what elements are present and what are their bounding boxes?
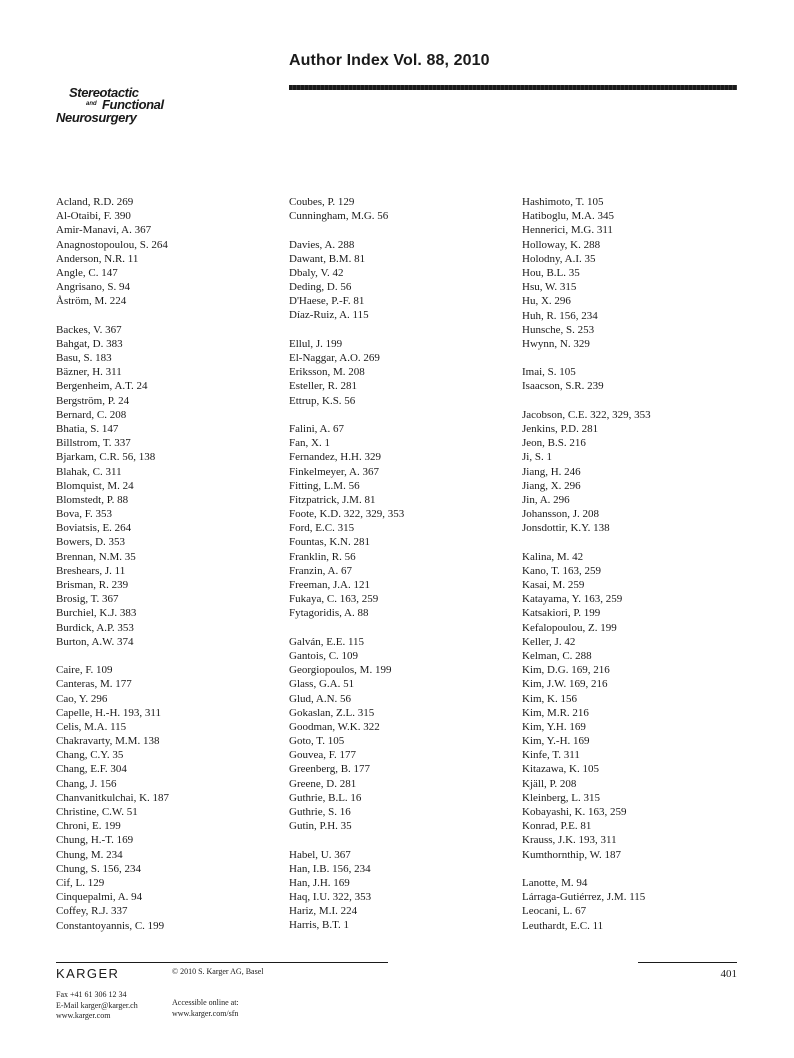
index-entry: Franklin, R. 56	[289, 550, 356, 563]
index-entry: Kim, M.R. 216	[522, 706, 589, 719]
index-entry: Kim, Y.H. 169	[522, 720, 586, 733]
index-entry: Bernard, C. 208	[56, 408, 127, 421]
index-entry: Blahak, C. 311	[56, 465, 122, 478]
index-entry: Christine, C.W. 51	[56, 806, 138, 819]
index-entry: Acland, R.D. 269	[56, 196, 134, 208]
email-address[interactable]: E-Mail karger@karger.ch	[56, 1000, 138, 1010]
index-entry: Cunningham, M.G. 56	[289, 210, 389, 223]
index-letter-group	[289, 337, 514, 408]
index-letter-group	[56, 195, 281, 309]
index-entry: Bjarkam, C.R. 56, 138	[56, 451, 156, 464]
index-entry: Katayama, Y. 163, 259	[522, 593, 623, 606]
index-entry: Anagnostopoulou, S. 264	[56, 238, 168, 251]
index-entry: Leocani, L. 67	[522, 905, 587, 918]
journal-logo-line-1: Stereotactic	[69, 85, 139, 100]
index-entry: Fitzpatrick, J.M. 81	[289, 493, 376, 506]
fax-number: Fax +41 61 306 12 34	[56, 990, 127, 999]
index-entry: Kefalopoulou, Z. 199	[522, 621, 617, 634]
index-entry: Dbaly, V. 42	[289, 266, 344, 279]
journal-logo	[56, 85, 171, 127]
index-entry: Constantoyannis, C. 199	[56, 919, 165, 932]
index-entry: Chakravarty, M.M. 138	[56, 735, 160, 748]
index-entry: Foote, K.D. 322, 329, 353	[289, 508, 405, 521]
index-entry: Greenberg, B. 177	[289, 763, 371, 776]
index-entry: Anderson, N.R. 11	[56, 252, 139, 265]
index-entry: Fytagoridis, A. 88	[289, 607, 369, 620]
index-entry: Bäzner, H. 311	[56, 366, 122, 379]
index-entry: Fountas, K.N. 281	[289, 536, 370, 549]
footer-rule-right	[638, 962, 737, 963]
index-letter-group	[56, 323, 281, 649]
index-entry: Kim, D.G. 169, 216	[522, 664, 610, 677]
index-entry: Kobayashi, K. 163, 259	[522, 806, 627, 819]
footer-rule-left	[56, 962, 388, 963]
index-entry: Gutin, P.H. 35	[289, 820, 352, 833]
index-entry: Al-Otaibi, F. 390	[56, 210, 131, 223]
index-entry: Cif, L. 129	[56, 876, 105, 889]
index-letter-group	[289, 635, 514, 834]
index-entry: Burdick, A.P. 353	[56, 621, 134, 634]
index-entry: Fernandez, H.H. 329	[289, 451, 381, 464]
index-entry: Hariz, M.I. 224	[289, 905, 358, 918]
index-entry: Chanvanitkulchai, K. 187	[56, 791, 170, 804]
index-entry: Kleinberg, L. 315	[522, 791, 601, 804]
index-entry: Bahgat, D. 383	[56, 337, 123, 350]
index-entry: Cao, Y. 296	[56, 692, 108, 705]
index-entry: Freeman, J.A. 121	[289, 579, 370, 592]
index-entry: Bhatia, S. 147	[56, 422, 119, 435]
index-entry: Davies, A. 288	[289, 238, 355, 251]
index-entry: Hatiboglu, M.A. 345	[522, 210, 614, 223]
index-entry: Backes, V. 367	[56, 323, 122, 336]
index-entry: Greene, D. 281	[289, 777, 357, 790]
page-number: 401	[720, 968, 737, 980]
index-entry: Cinquepalmi, A. 94	[56, 891, 143, 904]
index-entry: Kelman, C. 288	[522, 649, 592, 662]
index-entry: Kim, J.W. 169, 216	[522, 678, 608, 691]
index-entry: Kinfe, T. 311	[522, 749, 580, 762]
index-entry: Chung, S. 156, 234	[56, 862, 141, 875]
index-entry: Johansson, J. 208	[522, 508, 600, 521]
index-entry: Isaacson, S.R. 239	[522, 380, 604, 393]
index-entry: Brisman, R. 239	[56, 579, 129, 592]
index-entry: Gouvea, F. 177	[289, 749, 356, 762]
index-entry: Finkelmeyer, A. 367	[289, 465, 379, 478]
index-entry: Lanotte, M. 94	[522, 876, 588, 889]
index-entry: Bova, F. 353	[56, 508, 112, 521]
copyright-notice: © 2010 S. Karger AG, Basel	[172, 967, 264, 976]
index-entry: Canteras, M. 177	[56, 678, 132, 691]
index-entry: Hennerici, M.G. 311	[522, 224, 613, 237]
index-entry: Brennan, N.M. 35	[56, 550, 136, 563]
index-entry: Gokaslan, Z.L. 315	[289, 706, 375, 719]
index-entry: Bergström, P. 24	[56, 394, 130, 407]
index-entry: Holloway, K. 288	[522, 238, 601, 251]
index-entry: Bowers, D. 353	[56, 536, 126, 549]
index-letter-group	[522, 408, 747, 536]
index-entry: Celis, M.A. 115	[56, 720, 127, 733]
index-entry: Capelle, H.-H. 193, 311	[56, 706, 161, 719]
index-entry: Fukaya, C. 163, 259	[289, 593, 379, 606]
index-entry: Brosig, T. 367	[56, 593, 119, 606]
index-entry: Imai, S. 105	[522, 366, 576, 379]
index-entry: Ford, E.C. 315	[289, 522, 355, 535]
index-entry: Kasai, M. 259	[522, 579, 585, 592]
page-title: Author Index Vol. 88, 2010	[289, 52, 490, 69]
accessible-online-label: Accessible online at:	[172, 998, 239, 1007]
index-entry: Habel, U. 367	[289, 848, 351, 861]
index-entry: Kim, Y.-H. 169	[522, 735, 590, 748]
index-entry: El-Naggar, A.O. 269	[289, 352, 380, 365]
index-entry: Gantois, C. 109	[289, 649, 359, 662]
journal-logo-line-2: Functional	[102, 97, 164, 112]
index-entry: Guthrie, B.L. 16	[289, 791, 362, 804]
index-entry: Huh, R. 156, 234	[522, 309, 598, 322]
index-entry: Glud, A.N. 56	[289, 692, 352, 705]
index-entry: Georgiopoulos, M. 199	[289, 664, 392, 677]
index-entry: D'Haese, P.-F. 81	[289, 295, 365, 308]
index-entry: Kjäll, P. 208	[522, 777, 577, 790]
index-entry: Burchiel, K.J. 383	[56, 607, 137, 620]
index-entry: Holodny, A.I. 35	[522, 252, 596, 265]
index-entry: Goodman, W.K. 322	[289, 720, 380, 733]
index-entry: Kalina, M. 42	[522, 550, 584, 563]
index-entry: Falini, A. 67	[289, 422, 345, 435]
index-entry: Guthrie, S. 16	[289, 806, 351, 818]
index-entry: Chroni, E. 199	[56, 820, 121, 833]
index-letter-group	[522, 195, 747, 351]
index-entry: Kumthornthip, W. 187	[522, 848, 622, 861]
index-entry: Dawant, B.M. 81	[289, 252, 366, 265]
index-entry: Jiang, X. 296	[522, 479, 581, 492]
index-entry: Jin, A. 296	[522, 493, 570, 506]
index-entry: Boviatsis, E. 264	[56, 522, 132, 535]
index-entry: Ellul, J. 199	[289, 337, 343, 350]
index-entry: Kano, T. 163, 259	[522, 564, 602, 577]
index-entry: Katsakiori, P. 199	[522, 607, 601, 620]
index-entry: Coubes, P. 129	[289, 196, 355, 208]
index-entry: Burton, A.W. 374	[56, 635, 134, 648]
index-entry: Ji, S. 1	[522, 451, 552, 464]
index-column-2	[289, 195, 514, 947]
index-entry: Blomquist, M. 24	[56, 479, 134, 492]
index-entry: Coffey, R.J. 337	[56, 905, 128, 918]
index-entry: Esteller, R. 281	[289, 380, 357, 393]
index-entry: Jacobson, C.E. 322, 329, 353	[522, 408, 651, 421]
index-entry: Díaz-Ruiz, A. 115	[289, 309, 369, 322]
index-entry: Chang, E.F. 304	[56, 763, 127, 776]
index-entry: Konrad, P.E. 81	[522, 820, 592, 833]
index-entry: Leuthardt, E.C. 11	[522, 919, 604, 932]
index-entry: Eriksson, M. 208	[289, 366, 365, 379]
index-entry: Fan, X. 1	[289, 437, 330, 450]
index-entry: Caire, F. 109	[56, 664, 113, 677]
index-column-1	[56, 195, 281, 947]
index-letter-group	[56, 663, 281, 933]
index-entry: Chang, C.Y. 35	[56, 749, 124, 762]
index-entry: Deding, D. 56	[289, 281, 352, 294]
index-entry: Bergenheim, A.T. 24	[56, 380, 148, 393]
index-entry: Hashimoto, T. 105	[522, 196, 604, 208]
index-entry: Angle, C. 147	[56, 266, 118, 279]
index-entry: Franzin, A. 67	[289, 564, 352, 577]
index-entry: Lárraga-Gutiérrez, J.M. 115	[522, 891, 646, 904]
title-rule	[289, 85, 737, 90]
index-entry: Haq, I.U. 322, 353	[289, 891, 372, 904]
index-entry: Jonsdottir, K.Y. 138	[522, 522, 610, 535]
index-entry: Hunsche, S. 253	[522, 323, 595, 336]
publisher-website-link[interactable]: www.karger.com	[56, 1011, 111, 1020]
index-entry: Chung, H.-T. 169	[56, 834, 134, 847]
index-entry: Jenkins, P.D. 281	[522, 422, 599, 435]
index-entry: Breshears, J. 11	[56, 564, 126, 577]
index-entry: Hou, B.L. 35	[522, 266, 580, 279]
karger-logo: KARGER	[56, 966, 120, 981]
index-entry: Basu, S. 183	[56, 352, 112, 365]
index-entry: Krauss, J.K. 193, 311	[522, 834, 617, 847]
index-entry: Galván, E.E. 115	[289, 635, 365, 648]
index-entry: Hsu, W. 315	[522, 281, 577, 294]
index-entry: Kitazawa, K. 105	[522, 763, 599, 776]
online-access	[172, 998, 239, 1019]
index-entry: Jiang, H. 246	[522, 465, 581, 478]
index-entry: Goto, T. 105	[289, 735, 345, 748]
index-entry: Ettrup, K.S. 56	[289, 394, 356, 407]
index-entry: Hwynn, N. 329	[522, 337, 590, 350]
index-letter-group	[522, 550, 747, 862]
journal-logo-and: and	[86, 101, 97, 107]
index-entry: Amir-Manavi, A. 367	[56, 224, 152, 237]
index-letter-group	[289, 848, 514, 933]
index-letter-group	[522, 365, 747, 393]
journal-logo-line-3: Neurosurgery	[56, 110, 137, 125]
index-entry: Han, I.B. 156, 234	[289, 862, 371, 875]
index-letter-group	[289, 422, 514, 621]
index-entry: Blomstedt, P. 88	[56, 493, 129, 506]
index-letter-group	[289, 238, 514, 323]
index-entry: Chung, M. 234	[56, 848, 123, 861]
index-entry: Harris, B.T. 1	[289, 919, 349, 932]
index-entry: Chang, J. 156	[56, 777, 117, 790]
index-entry: Han, J.H. 169	[289, 876, 350, 889]
index-entry: Glass, G.A. 51	[289, 678, 355, 691]
index-letter-group	[522, 876, 747, 933]
index-entry: Hu, X. 296	[522, 295, 571, 308]
index-entry: Billstrom, T. 337	[56, 437, 131, 450]
index-entry: Keller, J. 42	[522, 635, 576, 648]
journal-website-link[interactable]: www.karger.com/sfn	[172, 1008, 239, 1018]
index-entry: Åström, M. 224	[56, 295, 127, 308]
index-entry: Fitting, L.M. 56	[289, 479, 360, 492]
index-column-3	[522, 195, 747, 947]
index-entry: Kim, K. 156	[522, 692, 577, 705]
index-entry: Jeon, B.S. 216	[522, 437, 586, 450]
index-letter-group	[289, 195, 514, 223]
index-entry: Angrisano, S. 94	[56, 281, 130, 294]
publisher-contact	[56, 990, 138, 1022]
